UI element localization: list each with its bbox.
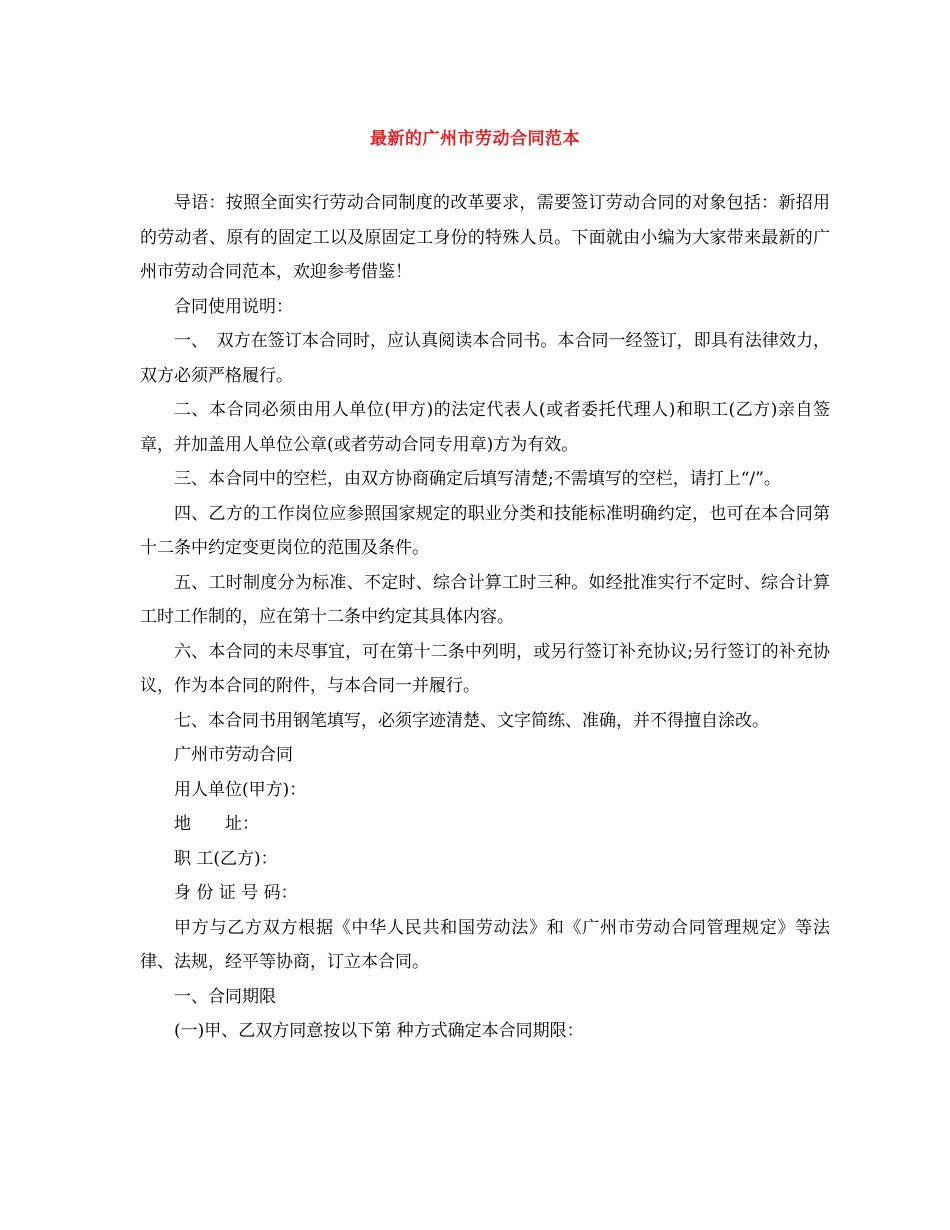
usage-item: 五、工时制度分为标准、不定时、综合计算工时三种。如经批准实行不定时、综合计算工时工作制的，应在第十二条中约定其具体内容。 [140, 572, 830, 627]
agreement-paragraph: 甲方与乙方双方根据《中华人民共和国劳动法》和《广州市劳动合同管理规定》等法律、法规，经平等协商，订立本合同。 [140, 917, 830, 972]
usage-heading: 合同使用说明： [174, 296, 293, 317]
section-one-clause: (一)甲、乙双方同意按以下第 种方式确定本合同期限： [174, 1021, 584, 1041]
address-field-label: 地 址： [174, 814, 259, 834]
usage-item: 三、本合同中的空栏，由双方协商确定后填写清楚;不需填写的空栏，请打上“/”。 [174, 469, 781, 489]
section-one-heading: 一、合同期限 [174, 986, 276, 1007]
employee-field-label: 职 工(乙方)： [174, 848, 278, 869]
intro-paragraph: 导语：按照全面实行劳动合同制度的改革要求，需要签订劳动合同的对象包括：新招用的劳动者、原有的固定工以及原固定工身份的特殊人员。下面就由小编为大家带来最新的广州市劳动合同范本，欢迎参考借鉴！ [140, 193, 830, 282]
usage-item: 六、本合同的未尽事宜，可在第十二条中列明，或另行签订补充协议;另行签订的补充协议，作为本合同的附件，与本合同一并履行。 [140, 641, 830, 696]
usage-item: 二、本合同必须由用人单位(甲方)的法定代表人(或者委托代理人)和职工(乙方)亲自签章，并加盖用人单位公章(或者劳动合同专用章)方为有效。 [140, 400, 830, 455]
employer-field-label: 用人单位(甲方)： [174, 779, 307, 800]
contract-heading: 广州市劳动合同 [174, 745, 293, 765]
usage-item: 一、 双方在签订本合同时，应认真阅读本合同书。本合同一经签订，即具有法律效力，双方必须严格履行。 [140, 331, 830, 386]
id-number-field-label: 身 份 证 号 码： [174, 883, 298, 903]
document-title: 最新的广州市劳动合同范本 [370, 129, 580, 149]
document-body [140, 186, 830, 1049]
usage-item: 七、本合同书用钢笔填写，必须字迹清楚、文字简练、准确，并不得擅自涂改。 [174, 710, 769, 731]
usage-item: 四、乙方的工作岗位应参照国家规定的职业分类和技能标准明确约定，也可在本合同第十二条中约定变更岗位的范围及条件。 [140, 503, 830, 558]
